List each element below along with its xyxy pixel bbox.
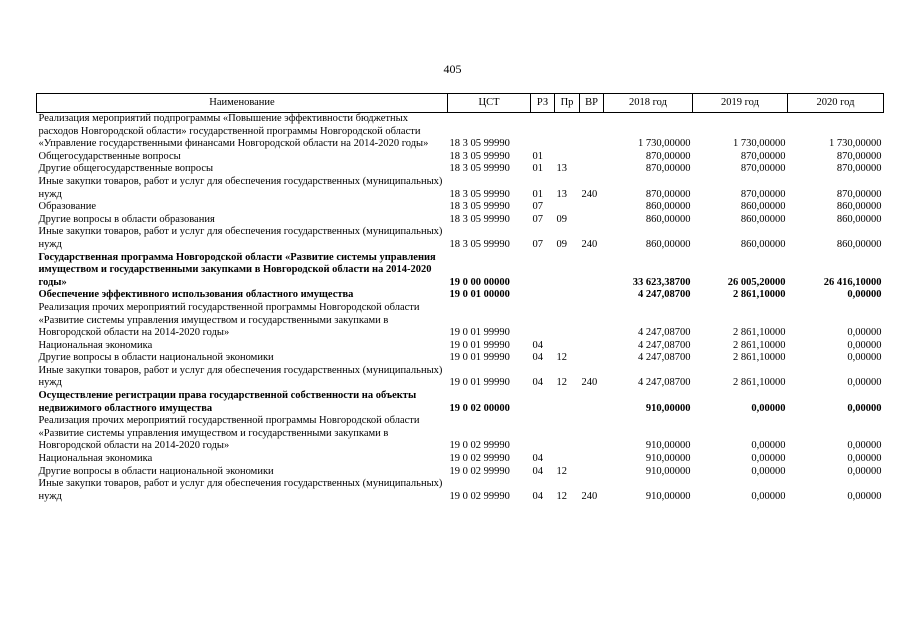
row-2020: 860,00000 <box>836 201 882 213</box>
table-row <box>37 302 884 340</box>
row-2018: 860,00000 <box>645 213 691 225</box>
row-2019: 0,00000 <box>751 453 786 465</box>
row-vr <box>580 214 604 227</box>
table-row <box>37 252 884 290</box>
row-cst: 19 0 01 00000 <box>449 289 510 301</box>
row-cst: 19 0 02 99990 <box>449 453 510 465</box>
row-2020: 26 416,10000 <box>823 276 882 288</box>
row-rz <box>531 252 555 290</box>
row-vr <box>580 302 604 340</box>
table-row <box>37 113 884 151</box>
header-2020: 2020 год <box>788 94 884 113</box>
table-row <box>37 352 884 365</box>
row-vr <box>580 151 604 164</box>
row-vr <box>580 289 604 302</box>
row-cst: 19 0 02 99990 <box>449 490 510 502</box>
row-2019: 0,00000 <box>751 402 786 414</box>
row-pr: 12 <box>556 377 567 389</box>
row-2019: 860,00000 <box>740 238 786 250</box>
row-pr <box>555 340 580 353</box>
row-name: Реализация мероприятий подпрограммы «Повышение эффективности бюджетных расходов Новгородской области» государственной программы Новгородской области «Управление государственными финансами Новгородской области на 2014-2020 годы» <box>38 113 429 150</box>
row-2018: 33 623,38700 <box>632 276 691 288</box>
table-row <box>37 466 884 479</box>
row-vr: 240 <box>581 238 598 250</box>
row-pr: 09 <box>556 238 567 250</box>
row-2020: 870,00000 <box>836 188 882 200</box>
row-2018: 870,00000 <box>645 150 691 162</box>
header-vr: ВР <box>580 94 604 113</box>
row-vr <box>580 201 604 214</box>
row-2020: 0,00000 <box>847 289 882 301</box>
row-2019: 860,00000 <box>740 213 786 225</box>
row-pr <box>555 113 580 151</box>
row-rz: 04 <box>532 453 543 465</box>
row-pr: 13 <box>556 188 567 200</box>
table-row <box>37 453 884 466</box>
row-2020: 860,00000 <box>836 213 882 225</box>
row-pr: 09 <box>556 213 567 225</box>
row-2018: 870,00000 <box>645 163 691 175</box>
row-rz: 04 <box>532 465 543 477</box>
row-cst: 19 0 01 99990 <box>449 327 510 339</box>
row-2019: 870,00000 <box>740 163 786 175</box>
header-name: Наименование <box>37 94 448 113</box>
row-vr <box>580 415 604 453</box>
row-name: Иные закупки товаров, работ и услуг для обеспечения государственных (муниципальных) нужд <box>38 364 443 389</box>
row-2020: 0,00000 <box>847 352 882 364</box>
row-2019: 0,00000 <box>751 465 786 477</box>
row-2020: 0,00000 <box>847 339 882 351</box>
table-row <box>37 214 884 227</box>
table-header-row <box>37 94 884 113</box>
row-name: Другие вопросы в области национальной экономики <box>38 465 274 477</box>
row-2019: 2 861,10000 <box>733 339 786 351</box>
row-vr <box>580 113 604 151</box>
row-rz: 07 <box>532 213 543 225</box>
row-cst: 18 3 05 99990 <box>449 150 510 162</box>
table-row <box>37 390 884 415</box>
row-2020: 0,00000 <box>847 327 882 339</box>
row-name: Другие вопросы в области образования <box>38 213 215 225</box>
row-vr <box>580 252 604 290</box>
row-vr: 240 <box>581 490 598 502</box>
row-2019: 860,00000 <box>740 201 786 213</box>
row-pr <box>555 201 580 214</box>
row-rz: 04 <box>532 377 543 389</box>
row-2020: 1 730,00000 <box>829 138 882 150</box>
row-pr <box>555 151 580 164</box>
row-2020: 0,00000 <box>847 377 882 389</box>
row-2019: 870,00000 <box>740 150 786 162</box>
row-2018: 870,00000 <box>645 188 691 200</box>
row-pr <box>555 302 580 340</box>
row-2020: 870,00000 <box>836 150 882 162</box>
row-2018: 860,00000 <box>645 201 691 213</box>
table-row <box>37 151 884 164</box>
row-cst: 18 3 05 99990 <box>449 238 510 250</box>
row-rz <box>531 390 555 415</box>
table-row <box>37 163 884 176</box>
row-2018: 860,00000 <box>645 238 691 250</box>
row-name: Иные закупки товаров, работ и услуг для обеспечения государственных (муниципальных) нужд <box>38 175 443 200</box>
row-name: Образование <box>38 201 97 213</box>
row-2018: 1 730,00000 <box>638 138 691 150</box>
row-rz <box>531 415 555 453</box>
row-2018: 4 247,08700 <box>638 377 691 389</box>
table-row <box>37 365 884 390</box>
row-rz: 07 <box>532 238 543 250</box>
table-row <box>37 478 884 503</box>
header-2018: 2018 год <box>604 94 693 113</box>
row-cst: 18 3 05 99990 <box>449 213 510 225</box>
row-2019: 26 005,20000 <box>727 276 786 288</box>
row-rz <box>531 302 555 340</box>
row-vr <box>580 390 604 415</box>
header-2019: 2019 год <box>693 94 788 113</box>
row-name: Иные закупки товаров, работ и услуг для обеспечения государственных (муниципальных) нужд <box>38 478 443 502</box>
row-vr <box>580 352 604 365</box>
row-rz: 07 <box>532 201 543 213</box>
row-2020: 0,00000 <box>847 440 882 452</box>
row-vr: 240 <box>581 188 598 200</box>
row-vr <box>580 453 604 466</box>
row-2019: 2 861,10000 <box>733 327 786 339</box>
row-2019: 2 861,10000 <box>733 352 786 364</box>
row-cst: 19 0 01 99990 <box>449 352 510 364</box>
row-pr <box>555 415 580 453</box>
row-2019: 0,00000 <box>751 440 786 452</box>
row-name: Реализация прочих мероприятий государственной программы Новгородской области «Развитие системы управления имуществом и государственными закупками в Новгородской области на 2014-2020 годы» <box>38 301 420 339</box>
row-2018: 4 247,08700 <box>638 327 691 339</box>
row-pr <box>555 390 580 415</box>
row-pr <box>555 453 580 466</box>
row-name: Реализация прочих мероприятий государственной программы Новгородской области «Развитие системы управления имуществом и государственными закупками в Новгородской области на 2014-2020 годы» <box>38 415 420 452</box>
row-rz <box>531 289 555 302</box>
row-2018: 910,00000 <box>645 453 691 465</box>
row-name: Другие общегосударственные вопросы <box>38 163 214 175</box>
row-name: Государственная программа Новгородской области «Развитие системы управления имуществом и государственными закупками в Новгородской области на 2014-2020 годы» <box>38 251 436 288</box>
table-row <box>37 176 884 201</box>
row-2019: 0,00000 <box>751 490 786 502</box>
table-row <box>37 226 884 251</box>
table-row <box>37 289 884 302</box>
row-pr: 12 <box>556 352 567 364</box>
row-2018: 910,00000 <box>645 465 691 477</box>
row-rz: 04 <box>532 490 543 502</box>
row-cst: 19 0 01 99990 <box>449 377 510 389</box>
table-row <box>37 415 884 453</box>
row-2020: 860,00000 <box>836 238 882 250</box>
row-2020: 0,00000 <box>847 490 882 502</box>
row-pr: 12 <box>556 490 567 502</box>
row-2018: 4 247,08700 <box>638 289 691 301</box>
row-vr: 240 <box>581 377 598 389</box>
row-2019: 870,00000 <box>740 188 786 200</box>
row-name: Обеспечение эффективного использования областного имущества <box>38 289 354 301</box>
row-2020: 0,00000 <box>847 465 882 477</box>
row-vr <box>580 163 604 176</box>
row-2018: 910,00000 <box>645 402 691 414</box>
row-pr: 12 <box>556 465 567 477</box>
row-rz: 04 <box>532 339 543 351</box>
row-pr <box>555 289 580 302</box>
row-rz: 01 <box>532 188 543 200</box>
row-rz: 01 <box>532 150 543 162</box>
row-2019: 1 730,00000 <box>733 138 786 150</box>
row-cst: 18 3 05 99990 <box>449 201 510 213</box>
row-pr <box>555 252 580 290</box>
header-rz: РЗ <box>531 94 555 113</box>
row-2020: 870,00000 <box>836 163 882 175</box>
row-2019: 2 861,10000 <box>733 289 786 301</box>
table-row <box>37 201 884 214</box>
header-cst: ЦСТ <box>448 94 531 113</box>
row-vr <box>580 340 604 353</box>
row-2018: 4 247,08700 <box>638 339 691 351</box>
row-2019: 2 861,10000 <box>733 377 786 389</box>
row-name: Осуществление регистрации права государственной собственности на объекты недвижимого областного имущества <box>38 390 417 414</box>
row-rz: 04 <box>532 352 543 364</box>
row-cst: 19 0 02 00000 <box>449 402 510 414</box>
budget-table <box>36 93 884 503</box>
row-rz: 01 <box>532 163 543 175</box>
page-number: 405 <box>443 62 462 76</box>
row-cst: 19 0 00 00000 <box>449 276 510 288</box>
row-vr <box>580 466 604 479</box>
row-rz <box>531 113 555 151</box>
row-2020: 0,00000 <box>847 402 882 414</box>
header-pr: Пр <box>555 94 580 113</box>
row-name: Иные закупки товаров, работ и услуг для обеспечения государственных (муниципальных) нужд <box>38 226 443 250</box>
row-cst: 19 0 01 99990 <box>449 339 510 351</box>
row-2018: 910,00000 <box>645 490 691 502</box>
row-name: Национальная экономика <box>38 339 153 351</box>
row-name: Общегосударственные вопросы <box>38 150 181 162</box>
row-cst: 19 0 02 99990 <box>449 465 510 477</box>
table-row <box>37 340 884 353</box>
row-cst: 18 3 05 99990 <box>449 163 510 175</box>
row-name: Национальная экономика <box>38 453 153 465</box>
row-pr: 13 <box>556 163 567 175</box>
row-cst: 19 0 02 99990 <box>449 440 510 452</box>
row-cst: 18 3 05 99990 <box>449 188 510 200</box>
row-cst: 18 3 05 99990 <box>449 138 510 150</box>
row-2018: 4 247,08700 <box>638 352 691 364</box>
row-2020: 0,00000 <box>847 453 882 465</box>
row-2018: 910,00000 <box>645 440 691 452</box>
row-name: Другие вопросы в области национальной экономики <box>38 352 274 364</box>
